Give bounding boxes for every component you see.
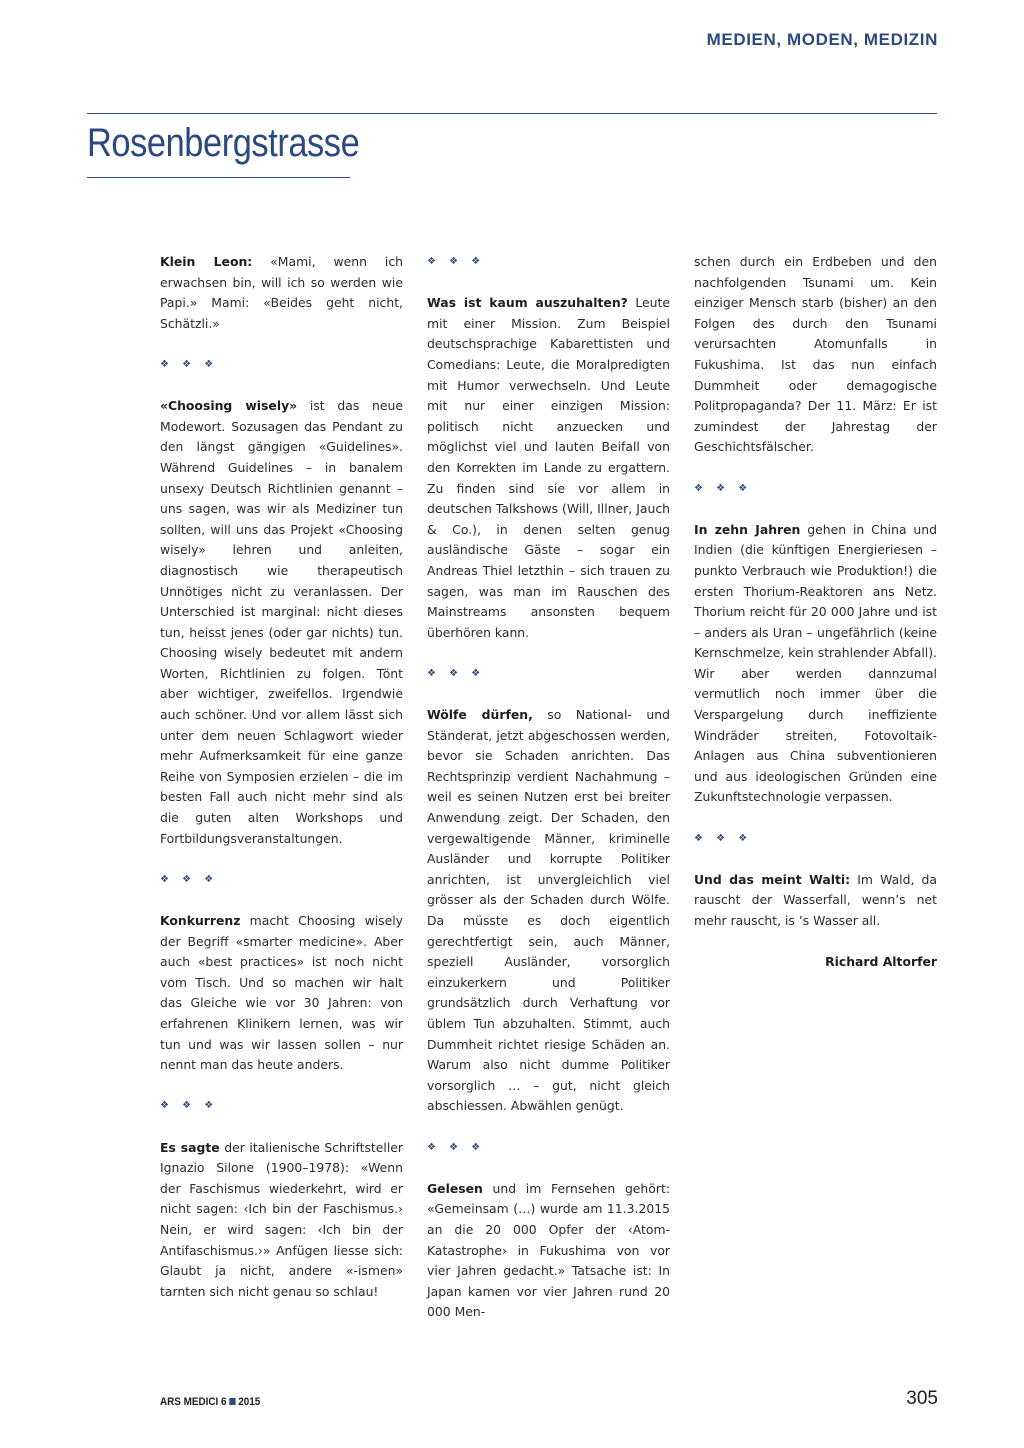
paragraph-lead: Es sagte — [160, 1139, 220, 1155]
paragraph-text: so National- und Ständerat, jetzt abgeschossen werden, bevor sie Schaden anrichten. Das Rechtsprinzip verdient Nachahmung – weil es seinen Nutzen erst bei breiter Anwendung zeigt. Der Schaden, den vergewaltigende Männer, kriminelle Ausländer und korrupte Politiker anrichten, ist unvergleichlich viel grösser als der Schaden durch Wölfe. Da müsste es doch eigentlich gerechtfertigt sein, auch Männer, speziell Ausländer, vorsorglich einzukerkern und Politiker grundsätzlich durch Verhaftung vor üblem Tun abzuhalten. Stimmt, auch Dummheit richtet riesige Schäden an. Warum also nicht dumme Politiker vorsorglich … – gut, nicht gleich abschiessen. Abwählen genügt. — [427, 707, 670, 1114]
section-ornament: ❖ ❖ ❖ — [160, 873, 219, 885]
paragraph-continued — [694, 252, 937, 458]
paragraph-text: «Mami, wenn ich erwachsen bin, will ich so werden wie Papi.» Mami: «Beides geht nicht, Schätzli.» — [160, 254, 403, 331]
page-number: 305 — [906, 1388, 938, 1409]
paragraph-lead: Gelesen — [427, 1180, 483, 1196]
paragraph-text: macht Choosing wisely der Begriff «smarter medicine». Aber auch «best practices» ist noch nicht vom Tisch. Und so machen wir halt das Gleiche wie vor 30 Jahren: von erfahrenen Klinikern lernen, was wir tun und was wir lassen sollen – nur nennt man das heute anders. — [160, 913, 403, 1073]
page-title: Rosenbergstrasse — [87, 121, 360, 165]
section-ornament: ❖ ❖ ❖ — [427, 256, 486, 267]
paragraph-lead: Klein Leon: — [160, 254, 253, 269]
journal-year: 2015 — [238, 1396, 261, 1408]
paragraph-text: und im Fernsehen gehört: «Gemeinsam (…) wurde am 11.3.2015 an die 20 000 Opfer der ‹Atom-Katastrophe› in Fukushima von vor vier Jahren gedacht.» Tatsache ist: In Japan kamen vor vier Jahren rund 20 000 Men- — [427, 1180, 670, 1320]
paragraph-walti — [694, 870, 937, 932]
section-ornament: ❖ ❖ ❖ — [160, 358, 219, 370]
header-rule — [87, 113, 937, 114]
square-separator-icon — [229, 1398, 235, 1405]
journal-name: ARS MEDICI 6 — [160, 1396, 227, 1408]
paragraph-lead: Wölfe dürfen, — [427, 707, 533, 723]
paragraph-kaum-auszuhalten — [427, 293, 670, 643]
author-signature: Richard Altorfer — [825, 954, 937, 970]
paragraph-lead: Was ist kaum auszuhalten? — [427, 295, 628, 311]
paragraph-text: gehen in China und Indien (die künftigen Energieriesen – punkto Verbrauch wie Produktion!) die ersten Thorium-Reaktoren ans Netz. Thorium reicht für 20 000 Jahre und ist – anders als Uran – ungefährlich (keine Kernschmelze, kein strahlender Abfall). Wir aber werden dannzumal vermutlich noch immer über die Verspargelung durch ineffiziente Windräder streiten, Fotovoltaik-Anlagen aus China subventionieren und aus ideologischen Gründen eine Zukunftstechnologie verpassen. — [694, 521, 937, 805]
paragraph-lead: Konkurrenz — [160, 913, 241, 928]
text-column-3 — [694, 252, 937, 993]
journal-footer — [160, 1396, 260, 1408]
paragraph-text: Leute mit einer Mission. Zum Beispiel deutschsprachige Kabarettisten und Comedians: Leute, die Moralpredigten mit Humor verwechseln. Und Leute mit nur einer einzigen Mission: politisch nicht anzuecken und möglichst viel und lauten Beifall von den Korrekten im Lande zu ergattern. Zu finden sind sie vor allem in deutschen Talkshows (Will, Illner, Jauch & Co.), in denen selten genug ausländische Gäste – sogar ein Andreas Thiel letzthin – sich trauen zu sagen, was man im Rauschen des Mainstreams ansonsten bequem überhören kann. — [427, 295, 670, 640]
section-ornament: ❖ ❖ ❖ — [694, 832, 753, 844]
section-ornament: ❖ ❖ ❖ — [694, 482, 753, 494]
paragraph-lead: In zehn Jahren — [694, 521, 801, 537]
section-ornament: ❖ ❖ ❖ — [427, 667, 486, 679]
paragraph-zehn-jahren — [694, 520, 937, 808]
paragraph-lead: «Choosing wisely» — [160, 398, 298, 414]
paragraph-konkurrenz — [160, 911, 403, 1076]
section-ornament: ❖ ❖ ❖ — [160, 1100, 219, 1112]
paragraph-gelesen — [427, 1179, 670, 1323]
section-label: MEDIEN, MODEN, MEDIZIN — [706, 30, 938, 49]
text-column-2 — [427, 252, 670, 1343]
paragraph-text: ist das neue Modewort. Sozusagen das Pendant zu den längst gängigen «Guidelines». Während Guidelines – in banalem unsexy Deutsch Richtlinien genannt – uns sagen, was wir als Mediziner tun sollten, will uns das Projekt «Choosing wisely» lehren und anleiten, diagnostisch wie therapeutisch Unnötiges nicht zu veranlassen. Der Unterschied ist marginal: nicht dieses tun, heisst jenes (oder gar nichts) tun. Choosing wisely bedeutet mit andern Worten, Richtlinien zu folgen. Tönt aber wichtiger, zweifellos. Irgendwie auch schöner. Und vor allem lässt sich unter dem neuen Schlagwort wieder mehr Aufmerksamkeit für eine ganze Reihe von Symposien erzielen – die im besten Fall auch nicht mehr sind als die guten alten Workshops und Fortbildungsveranstaltungen. — [160, 398, 403, 846]
paragraph-woelfe — [427, 705, 670, 1117]
text-column-1 — [160, 252, 403, 1323]
paragraph-klein-leon — [160, 252, 403, 334]
section-ornament: ❖ ❖ ❖ — [427, 1141, 486, 1153]
title-underline — [87, 177, 350, 178]
paragraph-es-sagte — [160, 1138, 403, 1303]
paragraph-lead: Und das meint Walti: — [694, 871, 851, 887]
paragraph-choosing-wisely — [160, 396, 403, 849]
paragraph-text: schen durch ein Erdbeben und den nachfolgenden Tsunami um. Kein einziger Mensch starb (bisher) an den Folgen des durch den Tsunami verursachten Atomunfalls in Fukushima. Ist das nun einfach Dummheit oder demagogische Politpropaganda? Der 11. März: Er ist zumindest der Jahrestag der Geschichtsfälscher. — [694, 254, 937, 455]
paragraph-text: der italienische Schriftsteller Ignazio Silone (1900–1978): «Wenn der Faschismus wiederkehrt, wird er nicht sagen: ‹Ich bin der Faschismus.› Nein, er wird sagen: ‹Ich bin der Antifaschismus.›» Anfügen liesse sich: Glaubt ja nicht, andere «-ismen» tarnten sich nicht genau so schlau! — [160, 1139, 403, 1299]
paragraph-text: Im Wald, da rauscht der Wasserfall, wenn’s net mehr rauscht, is ’s Wasser all. — [694, 871, 937, 928]
